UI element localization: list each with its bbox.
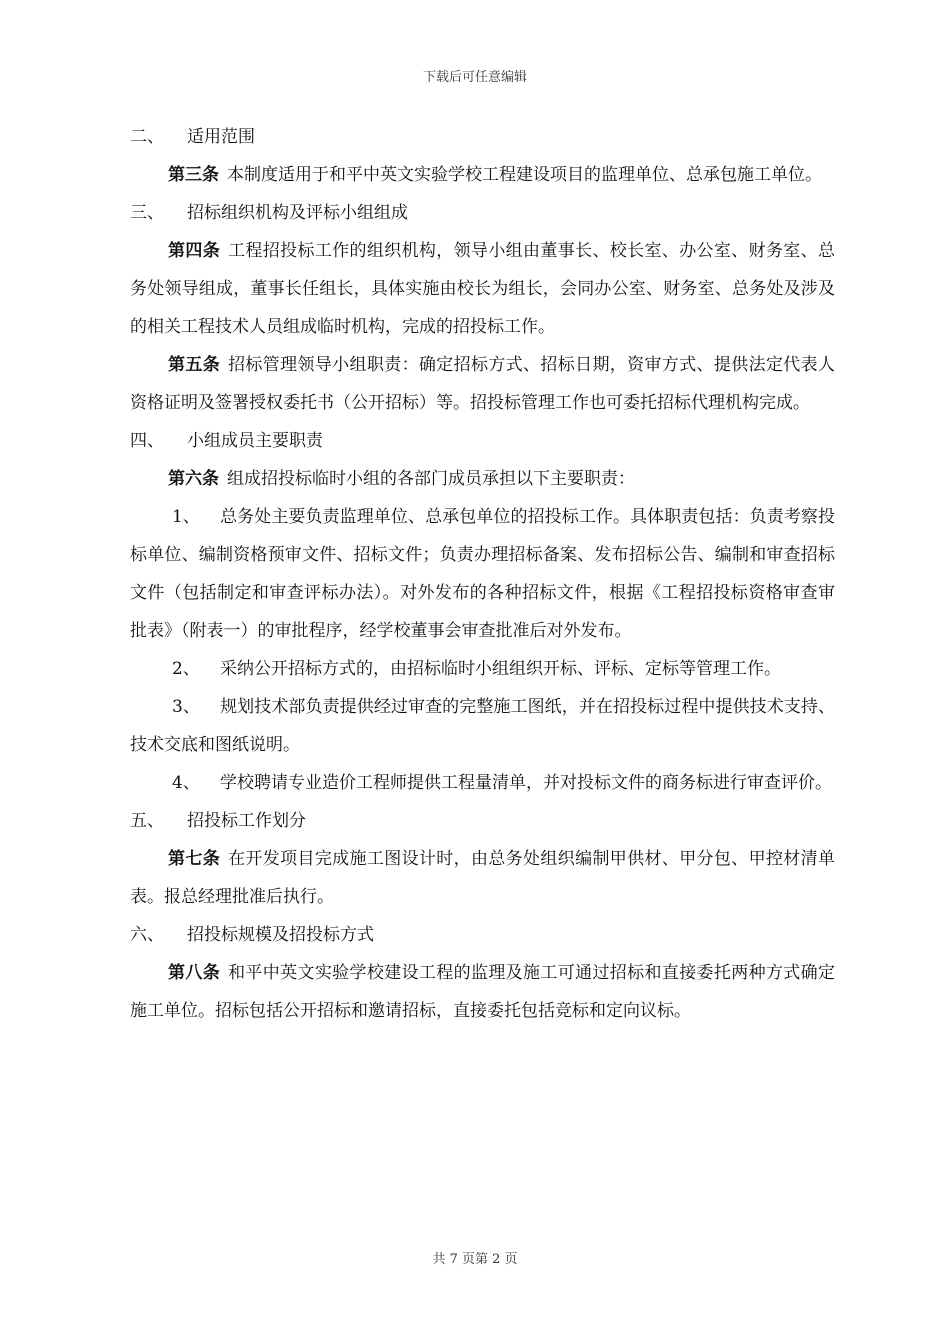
section-heading	[130, 118, 835, 156]
page-header: 下载后可任意编辑	[422, 70, 527, 85]
article-number: 第六条	[168, 469, 219, 489]
list-item	[130, 688, 835, 764]
article-paragraph	[130, 460, 835, 498]
article-paragraph	[130, 954, 835, 1030]
list-item-text: 学校聘请专业造价工程师提供工程量清单，并对投标文件的商务标进行审查评价。	[220, 773, 832, 793]
section-number: 四、	[130, 431, 164, 451]
section-number: 二、	[130, 127, 164, 147]
section-title: 招投标规模及招投标方式	[187, 925, 374, 945]
article-text: 和平中英文实验学校建设工程的监理及施工可通过招标和直接委托两种方式确定施工单位。招标包括公开招标和邀请招标，直接委托包括竞标和定向议标。	[130, 963, 836, 1021]
article-number: 第五条	[168, 355, 221, 375]
section-heading	[130, 802, 835, 840]
article-text: 在开发项目完成施工图设计时，由总务处组织编制甲供材、甲分包、甲控材清单表。报总经理批准后执行。	[130, 849, 836, 907]
article-text: 本制度适用于和平中英文实验学校工程建设项目的监理单位、总承包施工单位。	[227, 165, 822, 185]
list-item	[130, 764, 835, 802]
list-item-text: 规划技术部负责提供经过审查的完整施工图纸，并在招投标过程中提供技术支持、技术交底和图纸说明。	[130, 697, 835, 755]
list-item-text: 总务处主要负责监理单位、总承包单位的招投标工作。具体职责包括：负责考察投标单位、编制资格预审文件、招标文件；负责办理招标备案、发布招标公告、编制和审查招标文件（包括制定和审查评标办法）。对外发布的各种招标文件，根据《工程招投标资格审查审批表》（附表一）的审批程序，经学校董事会审查批准后对外发布。	[130, 507, 835, 641]
article-number: 第三条	[168, 165, 219, 185]
article-paragraph	[130, 346, 835, 422]
section-title: 适用范围	[187, 127, 255, 147]
section-heading	[130, 916, 835, 954]
article-text: 招标管理领导小组职责：确定招标方式、招标日期，资审方式、提供法定代表人资格证明及签署授权委托书（公开招标）等。招投标管理工作也可委托招标代理机构完成。	[130, 355, 836, 413]
article-number: 第四条	[168, 241, 221, 261]
article-text: 组成招投标临时小组的各部门成员承担以下主要职责：	[227, 469, 635, 489]
section-heading	[130, 422, 835, 460]
section-title: 招投标工作划分	[187, 811, 306, 831]
article-text: 工程招投标工作的组织机构，领导小组由董事长、校长室、办公室、财务室、总务处领导组成，董事长任组长，具体实施由校长为组长，会同办公室、财务室、总务处及涉及的相关工程技术人员组成临时机构，完成的招投标工作。	[130, 241, 836, 337]
section-heading	[130, 194, 835, 232]
section-title: 小组成员主要职责	[187, 431, 323, 451]
list-item	[130, 498, 835, 650]
list-item-number: 1、	[172, 507, 200, 527]
list-item-number: 4、	[172, 773, 200, 793]
page-footer: 共 7 页第 2 页	[432, 1252, 518, 1267]
section-number: 三、	[130, 203, 164, 223]
list-item-text: 采纳公开招标方式的，由招标临时小组组织开标、评标、定标等管理工作。	[220, 659, 781, 679]
article-paragraph	[130, 156, 835, 194]
article-paragraph	[130, 232, 835, 346]
article-number: 第八条	[168, 963, 221, 983]
document-body	[130, 118, 835, 1030]
section-number: 五、	[130, 811, 164, 831]
article-paragraph	[130, 840, 835, 916]
list-item	[130, 650, 835, 688]
section-number: 六、	[130, 925, 164, 945]
list-item-number: 2、	[172, 659, 200, 679]
section-title: 招标组织机构及评标小组组成	[187, 203, 408, 223]
article-number: 第七条	[168, 849, 221, 869]
list-item-number: 3、	[172, 697, 200, 717]
